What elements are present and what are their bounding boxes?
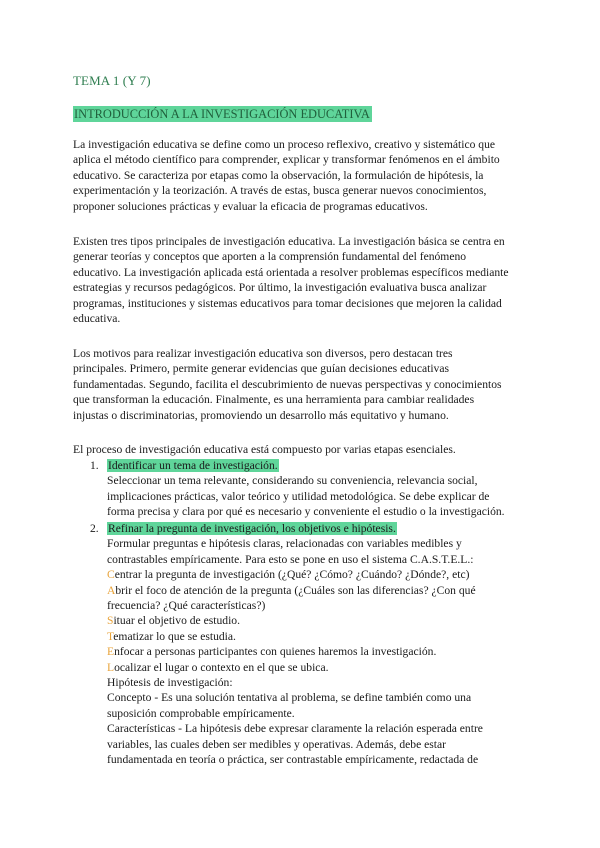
text-line: injustas o discriminatorias, promoviendo un desarrollo más equitativo y humano. xyxy=(73,408,449,422)
cast-letter: E xyxy=(107,645,115,659)
text-line: Seleccionar un tema relevante, considerando su conveniencia, relevancia social, xyxy=(107,474,478,488)
list-number: 1. xyxy=(90,459,99,472)
paragraph-motives xyxy=(73,346,533,423)
cast-line xyxy=(107,567,533,582)
list-item-1 xyxy=(73,458,533,520)
cast-text: ituar el objetivo de estudio. xyxy=(113,614,240,628)
cast-text: ocalizar el lugar o contexto en el que se ubica. xyxy=(114,660,329,674)
cast-text: frecuencia? ¿Qué características?) xyxy=(107,599,266,613)
highlighted-step-title: Refinar la pregunta de investigación, los objetivos e hipótesis. xyxy=(108,522,396,535)
cast-letter: S xyxy=(107,614,114,628)
cast-line xyxy=(107,598,533,613)
cast-text: ematizar lo que se estudia. xyxy=(113,629,236,643)
list-item-title-line xyxy=(107,458,533,473)
text-line: proponer soluciones prácticas y evaluar la eficacia de programas educativos. xyxy=(73,199,428,213)
section-heading xyxy=(73,107,372,122)
cast-line xyxy=(107,644,533,659)
page-title: TEMA 1 (Y 7) xyxy=(73,73,151,88)
paragraph-definition xyxy=(73,137,533,214)
text-line: generar teorías y conceptos que aporten a la comprensión fundamental del fenómeno xyxy=(73,250,467,264)
cast-line xyxy=(107,660,533,675)
text-line: Concepto - Es una solución tentativa al problema, se define también como una xyxy=(107,691,472,705)
text-line: principales. Primero, permite generar evidencias que guían decisiones educativas xyxy=(73,362,450,376)
text-line: educativa. xyxy=(73,312,121,326)
section-heading-text: INTRODUCCIÓN A LA INVESTIGACIÓN EDUCATIVA xyxy=(74,107,370,121)
text-line: forma precisa y clara por qué es necesario y conveniente el estudio o la investigación. xyxy=(107,505,505,519)
list-item-title-line xyxy=(107,521,533,536)
text-line: que transforman la educación. Finalmente, es una herramienta para cambiar realidades xyxy=(73,393,475,407)
text-line: Existen tres tipos principales de investigación educativa. La investigación básica se centra en xyxy=(73,235,505,248)
cast-letter: A xyxy=(107,583,116,597)
text-line: educativo. Se caracteriza por etapas como la observación, la formulación de hipótesis, la xyxy=(73,168,484,182)
list-number: 2. xyxy=(90,522,99,535)
text-line: Características - La hipótesis debe expresar claramente la relación esperada entre xyxy=(107,722,483,736)
paragraph-process: El proceso de investigación educativa está compuesto por varias etapas esenciales. xyxy=(73,443,456,456)
list-item-body xyxy=(107,458,533,520)
text-line: fundamentadas. Segundo, facilita el descubrimiento de nuevas perspectivas y conocimientos xyxy=(73,377,502,391)
highlighted-step-title: Identificar un tema de investigación. xyxy=(108,459,278,472)
cast-line xyxy=(107,583,533,598)
text-line: contrastables empíricamente. Para esto se pone en uso el sistema C.A.S.T.E.L.: xyxy=(107,552,474,566)
text-line: implicaciones prácticas, valor teórico y utilidad metodológica. Se debe explicar de xyxy=(107,489,490,503)
text-line: variables, las cuales deben ser medibles y operativas. Además, debe estar xyxy=(107,737,446,751)
cast-letter: L xyxy=(107,660,115,674)
cast-text: nfocar a personas participantes con quienes haremos la investigación. xyxy=(114,645,437,659)
cast-line xyxy=(107,613,533,628)
cast-text: brir el foco de atención de la pregunta (¿Cuáles son las diferencias? ¿Con qué xyxy=(115,583,476,597)
text-line: programas, instituciones y sistemas educativos para tomar decisiones que mejoren la calidad xyxy=(73,296,502,310)
text-line: educativo. La investigación aplicada está orientada a resolver problemas específicos mediante xyxy=(73,265,509,279)
list-item-body xyxy=(107,521,533,768)
cast-text: entrar la pregunta de investigación (¿Qué? ¿Cómo? ¿Cuándo? ¿Dónde?, etc) xyxy=(114,568,470,582)
text-line: estrategias y recursos pedagógicos. Por último, la investigación evaluativa busca analizar xyxy=(73,281,487,295)
text-line: fundamentada en teoría o práctica, ser contrastable empíricamente, redactada de xyxy=(107,753,479,767)
cast-letter: T xyxy=(107,629,114,643)
cast-letter: C xyxy=(107,568,115,582)
cast-line xyxy=(107,629,533,644)
text-line: aplica el método científico para comprender, explicar y transformar fenómenos en el ámbito xyxy=(73,153,500,167)
text-line: Formular preguntas e hipótesis claras, relacionadas con variables medibles y xyxy=(107,537,462,551)
text-line: La investigación educativa se define como un proceso reflexivo, creativo y sistemático que xyxy=(73,138,496,151)
text-line: experimentación y la teorización. A través de estas, busca generar nuevos conocimientos, xyxy=(73,184,487,198)
text-line: Hipótesis de investigación: xyxy=(107,676,233,690)
text-line: Los motivos para realizar investigación educativa son diversos, pero destacan tres xyxy=(73,347,453,360)
text-line: suposición comprobable empíricamente. xyxy=(107,706,295,720)
list-item-2 xyxy=(73,521,533,768)
paragraph-types xyxy=(73,234,533,326)
